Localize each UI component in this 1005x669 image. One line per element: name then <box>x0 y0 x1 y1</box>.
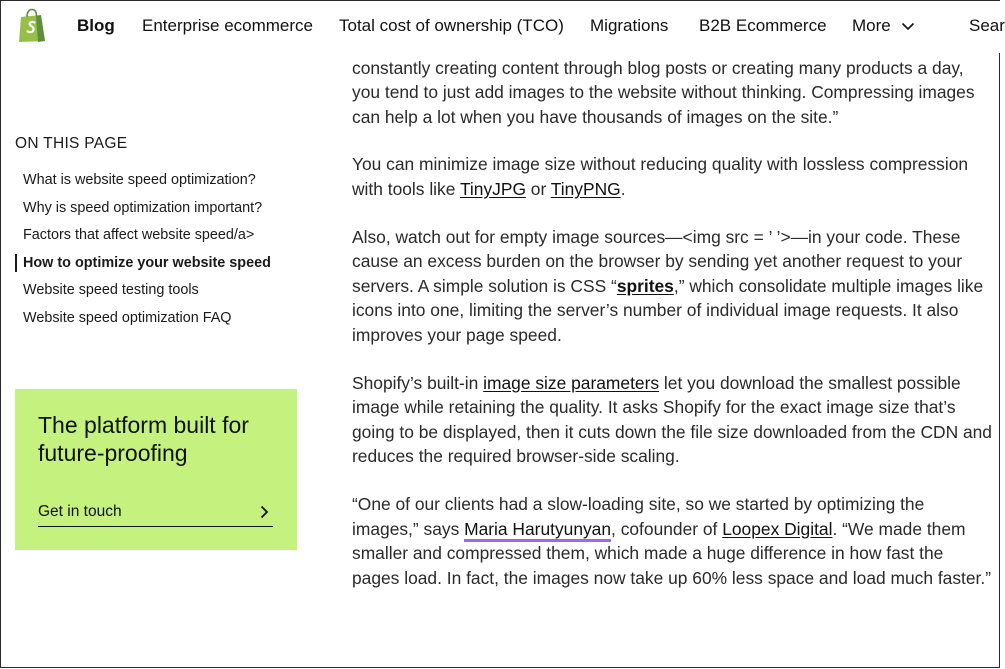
toc-item-faq[interactable]: Website speed optimization FAQ <box>23 309 232 326</box>
paragraph-text: “One of our clients had a slow-loading site, so we started by optimizing the images,” says <box>352 493 925 539</box>
sprites-link[interactable]: sprites <box>616 275 674 296</box>
top-navigation <box>1 1 1005 53</box>
nav-search[interactable]: Sear <box>969 16 1005 35</box>
shopify-bag-icon[interactable] <box>16 8 48 44</box>
paragraph-text: let you download the smallest possible image while retaining the quality. It asks Shopify for the exact image size that’s going to be displayed, then it cuts down the file size downloaded from the CDN and reduces the required browser-side scaling. <box>352 372 992 467</box>
chevron-down-icon <box>901 22 915 31</box>
article-body <box>352 53 992 669</box>
paragraph-text: . “We made them smaller and compressed them, which made a huge difference in how fast the pages load. In fact, the images now take up 60% less space and load much faster.” <box>352 518 992 588</box>
cta-card <box>15 389 297 550</box>
cta-title: The platform built for future-proofing <box>38 412 249 466</box>
nav-blog[interactable]: Blog <box>77 16 115 35</box>
paragraph-text: constantly creating content through blog posts or creating many products a day, you tend to just add images to the website without thinking. Compressing images can help a lot when you have thousands of images on the site.” <box>352 57 975 127</box>
nav-total-cost-of-ownership[interactable]: Total cost of ownership (TCO) <box>339 16 564 35</box>
article-paragraph <box>352 152 992 201</box>
tinyjpg-link[interactable]: TinyJPG <box>459 178 526 199</box>
toc-heading: ON THIS PAGE <box>15 135 128 152</box>
maria-harutyunyan-link[interactable]: Maria Harutyunyan <box>464 519 611 542</box>
loopex-digital-link[interactable]: Loopex Digital <box>722 518 833 539</box>
article-paragraph <box>352 225 992 348</box>
paragraph-text: , cofounder of <box>611 518 723 539</box>
nav-more[interactable] <box>852 16 915 36</box>
get-in-touch-link[interactable] <box>38 503 273 527</box>
nav-enterprise-ecommerce[interactable]: Enterprise ecommerce <box>142 16 314 35</box>
paragraph-text: Also, watch out for empty image sources—<img src = ’ ’>—in your code. These cause an excess burden on the browser by sending yet another request to your servers. A simple solution is CSS “ <box>352 226 963 296</box>
get-in-touch-label: Get in touch <box>38 503 122 520</box>
tinypng-link[interactable]: TinyPNG <box>550 178 621 199</box>
toc-item-how-to-optimize[interactable]: How to optimize your website speed <box>15 252 305 280</box>
paragraph-text: Shopify’s built-in <box>352 372 484 393</box>
paragraph-text: ,” which consolidate multiple images like icons into one, limiting the server’s number of individual image requests. It also improves your page speed. <box>352 275 984 345</box>
nav-migrations[interactable]: Migrations <box>590 16 669 35</box>
chevron-right-icon <box>260 505 269 519</box>
article-paragraph <box>352 371 992 469</box>
article-paragraph <box>352 492 992 590</box>
paragraph-text: . <box>620 178 626 199</box>
toc-item-what-is-speed-optimization[interactable]: What is website speed optimization? <box>23 172 256 188</box>
table-of-contents <box>15 169 305 335</box>
nav-b2b-ecommerce[interactable]: B2B Ecommerce <box>699 16 827 35</box>
toc-item-testing-tools[interactable]: Website speed testing tools <box>23 282 199 299</box>
toc-item-why-important[interactable]: Why is speed optimization important? <box>23 199 263 216</box>
paragraph-text: You can minimize image size without reducing quality with lossless compression with tools like <box>352 154 969 199</box>
image-size-parameters-link[interactable]: image size parameters <box>483 372 660 393</box>
paragraph-text: or <box>525 178 551 199</box>
nav-more-label: More <box>852 16 891 35</box>
toc-item-factors[interactable]: Factors that affect website speed/a> <box>23 227 255 244</box>
